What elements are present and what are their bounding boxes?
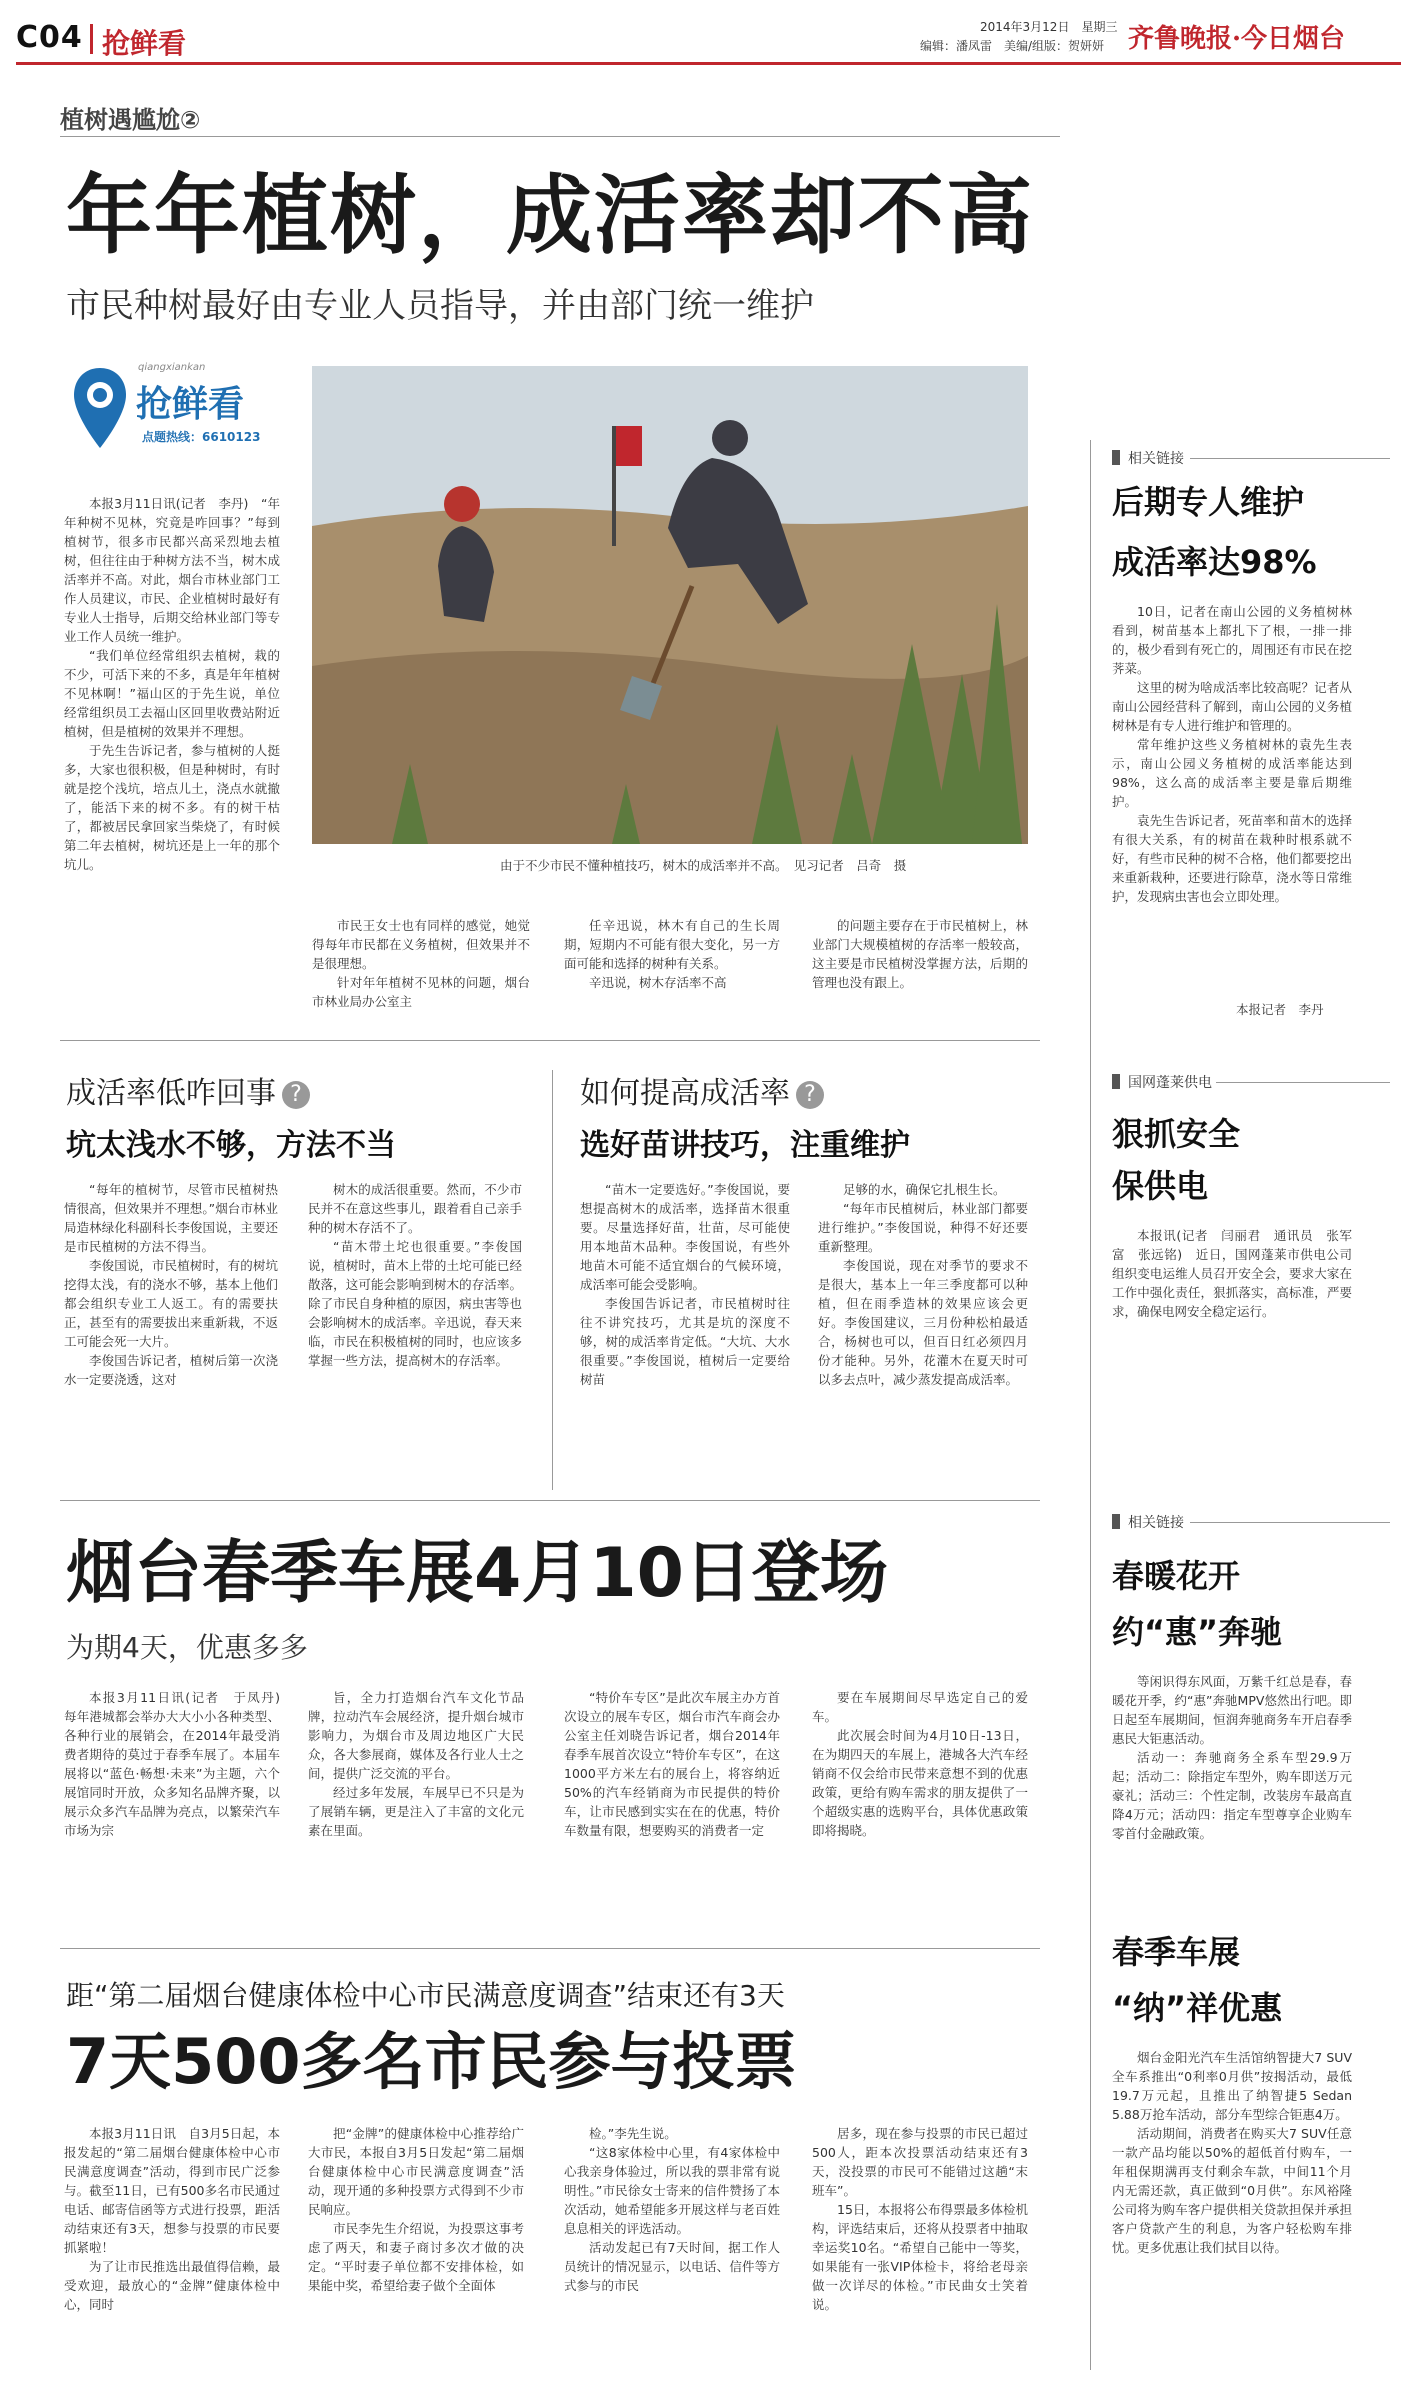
page-header	[0, 0, 1417, 70]
auto-subheadline: 为期4天，优惠多多	[66, 1631, 308, 1664]
series-label: 植树遇尴尬②	[60, 106, 201, 134]
series-rule	[60, 136, 1060, 137]
auto-bottom-rule	[60, 1948, 1040, 1949]
lead-col3-para-1: 任辛迅说，林木有自己的生长周期，短期内不可能有很大变化，另一方面可能和选择的树种有关系。	[564, 918, 780, 971]
survey-col4-para-2: 15日，本报将公布得票最多体检机构，评选结束后，还将从投票者中抽取幸运奖10名。“希望自己能中一等奖，如果能有一张VIP体检卡，将给老母亲做一次详尽的体检。”市民曲女士笑着说。	[812, 2202, 1028, 2312]
header-rule	[16, 62, 1401, 65]
auto-column-4	[812, 1688, 1028, 1840]
side1-para-4: 袁先生告诉记者，死苗率和苗木的选择有很大关系，有的树苗在栽种时根系就不好，有些市民种的树不合格，他们都要挖出来重新栽种，还要进行除草，浇水等日常维护，发现病虫害也会立即处理。	[1112, 813, 1352, 904]
side1-tag: 相关链接	[1112, 448, 1184, 468]
editors-credit: 编辑：潘凤雷 美编/组版：贺妍妍	[920, 39, 1105, 53]
side1-para-1: 10日，记者在南山公园的义务植树林看到，树苗基本上都扎下了根，一排一排的，极少看到有死亡的，周围还有市民在挖荠菜。	[1112, 604, 1352, 676]
tree-planting-photo	[312, 366, 1028, 844]
side2-title-line-1: 狠抓安全	[1112, 1115, 1241, 1153]
lead-column-3	[564, 916, 780, 992]
section-a-col2-para-2: “苗木带土坨也很重要。”李俊国说，植树时，苗木上带的土坨可能已经散落，这可能会影响到树木的存活率。除了市民自身种植的原因，病虫害等也会影响树木的成活率。辛迅说，春天来临，市民在积极植树的同时，也应该多掌握一些方法，提高树木的存活率。	[308, 1239, 522, 1368]
side3-title-line-1: 春暖花开	[1112, 1557, 1241, 1595]
side3-body-2	[1112, 2048, 1352, 2257]
section-b-subtitle: 选好苗讲技巧，注重维护	[580, 1128, 910, 1163]
section-b-title	[580, 1068, 824, 1112]
page-code: C04	[16, 20, 83, 55]
side1-byline: 本报记者 李丹	[1236, 1002, 1324, 1017]
section-a-subtitle: 坑太浅水不够，方法不当	[66, 1128, 396, 1163]
badge-hotline: 点题热线：6610123	[142, 430, 261, 444]
lead-column-4	[812, 916, 1028, 992]
survey-column-3	[564, 2124, 780, 2295]
side3-subtitle-line-1: 春季车展	[1112, 1933, 1241, 1971]
location-pin-icon	[70, 364, 130, 454]
auto-col4-para-2: 此次展会时间为4月10日-13日，在为期四天的车展上，港城各大汽车经销商不仅会给市民带来意想不到的优惠政策，更给有购车需求的朋友提供了一个超级实惠的选购平台，具体优惠政策即将揭晓。	[812, 1728, 1028, 1838]
lead-photo	[312, 366, 1028, 844]
header-divider-bar	[90, 24, 93, 54]
lead-col1-para-2: “我们单位经常组织去植树，栽的不少，可活下来的不多，真是年年植树不见林啊！”福山区的于先生说，单位经常组织员工去福山区回里收费站附近植树，但是植树的效果并不理想。	[64, 648, 280, 739]
side2-tag: 国网蓬莱供电	[1112, 1072, 1212, 1092]
survey-column-1	[64, 2124, 280, 2314]
survey-col1-para-2: 为了让市民推选出最值得信赖，最受欢迎，最放心的“金牌”健康体检中心，同时	[64, 2259, 280, 2312]
survey-col3-para-1: 检。”李先生说。	[589, 2126, 677, 2141]
badge-pinyin: qiangxiankan	[138, 362, 206, 373]
section-name: 抢鲜看	[102, 27, 187, 60]
side1-para-2: 这里的树为啥成活率比较高呢？记者从南山公园经营科了解到，南山公园的义务植树林是有专人进行维护和管理的。	[1112, 680, 1352, 733]
section-b-col2-para-3: 李俊国说，现在对季节的要求不是很大，基本上一年三季度都可以种植，但在雨季造林的效果应该会更好。李俊国建议，三月份种松柏最适合，杨树也可以，但百日红必须四月份才能种。另外，花灌木在夏天时可以多去点叶，减少蒸发提高成活率。	[818, 1258, 1028, 1387]
section-a-title	[66, 1068, 310, 1112]
section-b-bottom-rule	[60, 1500, 1040, 1501]
survey-column-4	[812, 2124, 1028, 2314]
auto-column-3	[564, 1688, 780, 1840]
side3-body	[1112, 1672, 1352, 1843]
survey-pretitle: 距“第二届烟台健康体检中心市民满意度调查”结束还有3天	[66, 1979, 785, 2012]
side2-body	[1112, 1226, 1352, 1321]
lead-bottom-rule	[60, 1040, 1040, 1041]
auto-col2-para-1: 旨，全力打造烟台汽车文化节品牌，拉动汽车会展经济，提升烟台城市影响力，为烟台市及周边地区广大民众，各大参展商，媒体及各行业人士之间，提供广泛交流的平台。	[308, 1690, 524, 1781]
side3-tag-rule	[1190, 1522, 1390, 1523]
side3-subtitle-line-2: “纳”祥优惠	[1112, 1989, 1283, 2027]
side1-tag-rule	[1190, 458, 1390, 459]
side3-para-3: 烟台金阳光汽车生活馆纳智捷大7 SUV全车系推出“0利率0月供”按揭活动，最低19.7万元起，且推出了纳智捷5 Sedan 5.88万抢车活动，部分车型综合钜惠4万。	[1112, 2050, 1352, 2122]
question-mark-icon: ?	[796, 1081, 824, 1109]
section-a-column-1	[64, 1180, 278, 1389]
side3-para-4: 活动期间，消费者在购买大7 SUV任意一款产品均能以50%的超低首付购车，一年租保期满再支付剩余车款，中间11个月内无需还款，真正做到“0月供”。东风裕隆公司将为购车客户提供相关贷款担保并承担客户贷款产生的利息，为客户轻松购车排忧。更多优惠让我们拭目以待。	[1112, 2126, 1352, 2255]
side3-title-line-2: 约“惠”奔驰	[1112, 1613, 1283, 1651]
auto-col3-para-1: “特价车专区”是此次车展主办方首次设立的展车专区，烟台市汽车商会办公室主任刘晓告诉记者，烟台2014年春季车展首次设立“特价车专区”，在这1000平方米左右的展台上，将容纳近50%的汽车经销商为市民提供的特价车，让市民感到实实在在的优惠，特价车数量有限，想要购买的消费者一定	[564, 1690, 780, 1838]
lead-col2-para-2: 针对年年植树不见林的问题，烟台市林业局办公室主	[312, 975, 530, 1009]
lead-col4-para-1: 的问题主要存在于市民植树上，林业部门大规模植树的存活率一般较高，这主要是市民植树没掌握方法，后期的管理也没有跟上。	[812, 918, 1028, 990]
lead-headline: 年年植树，成活率却不高	[66, 166, 1034, 266]
lead-col1-para-3: 于先生告诉记者，参与植树的人挺多，大家也很积极，但是种树时，有时就是挖个浅坑，培点儿土，浇点水就撤了，能活下来的树不多。有的树干枯了，都被居民拿回家当柴烧了，有时候第二年去植树，树坑还是上一年的那个坑儿。	[64, 743, 280, 872]
side1-para-3: 常年维护这些义务植树林的袁先生表示，南山公园义务植树的成活率能达到98%，这么高的成活率主要是靠后期维护。	[1112, 737, 1352, 809]
section-a-column-2	[308, 1180, 522, 1370]
masthead: 齐鲁晚报·今日烟台	[1128, 24, 1346, 54]
section-a-col2-para-1: 树木的成活很重要。然而，不少市民并不在意这些事儿，跟着看自己亲手种的树木存活不了。	[308, 1182, 522, 1235]
question-mark-icon: ?	[282, 1081, 310, 1109]
auto-col1-para-1: 本报3月11日讯(记者 于凤丹) 每年港城都会举办大大小小各种类型、各种行业的展销会，在2014年最受消费者期待的莫过于春季车展了。本届车展将以“蓝色·畅想·未来”为主题，六个展馆同时开放，众多知名品牌齐聚，以展示众多汽车品牌为亮点，以繁荣汽车市场为宗	[64, 1690, 293, 1838]
survey-col3-para-2: “这8家体检中心里，有4家体检中心我亲身体验过，所以我的票非常有说明性。”市民徐女士寄来的信件赞扬了本次活动，她希望能多开展这样与老百姓息息相关的评选活动。	[564, 2145, 780, 2236]
photo-caption: 由于不少市民不懂种植技巧，树木的成活率并不高。 见习记者 吕奇 摄	[500, 858, 907, 873]
section-a-col1-para-1: “每年的植树节，尽管市民植树热情很高，但效果并不理想。”烟台市林业局造林绿化科副科长李俊国说，主要还是市民植树的方法不得当。	[64, 1182, 278, 1254]
auto-headline: 烟台春季车展4月10日登场	[66, 1534, 888, 1613]
lead-column-2	[312, 916, 530, 1011]
section-divider-vertical	[552, 1070, 553, 1490]
survey-col2-para-2: 市民李先生介绍说，为投票这事考虑了两天，和妻子商讨多次才做的决定。“平时妻子单位都不安排体检，如果能中奖，希望给妻子做个全面体	[308, 2221, 524, 2293]
side1-title-line-1: 后期专人维护	[1112, 483, 1305, 521]
section-a-col1-para-2: 李俊国说，市民植树时，有的树坑挖得太浅，有的浇水不够，基本上他们都会组织专业工人返工。有的需要扶正，甚至有的需要拔出来重新栽，不返工可能会死一大片。	[64, 1258, 278, 1349]
side1-title-line-2: 成活率达98%	[1112, 543, 1317, 581]
badge-name: 抢鲜看	[136, 384, 245, 425]
side3-tag: 相关链接	[1112, 1512, 1184, 1532]
lead-column-1	[64, 494, 280, 874]
section-a-col1-para-3: 李俊国告诉记者，植树后第一次浇水一定要浇透，这对	[64, 1353, 278, 1387]
section-b-column-1	[580, 1180, 790, 1389]
side3-para-2: 活动一：奔驰商务全系车型29.9万起；活动二：除指定车型外，购车即送万元豪礼；活动三：个性定制，改装房车最高直降4万元；活动四：指定车型尊享企业购车零首付金融政策。	[1112, 1750, 1352, 1841]
section-b-col2-para-1: 足够的水，确保它扎根生长。	[843, 1182, 1006, 1197]
side2-tag-rule	[1216, 1082, 1390, 1083]
survey-col4-para-1: 居多，现在参与投票的市民已超过500人，距本次投票活动结束还有3天，没投票的市民可不能错过这趟“末班车”。	[812, 2126, 1028, 2198]
survey-column-2	[308, 2124, 524, 2295]
auto-col2-para-2: 经过多年发展，车展早已不只是为了展销车辆，更是注入了丰富的文化元素在里面。	[308, 1785, 524, 1838]
survey-headline: 7天500多名市民参与投票	[66, 2025, 797, 2098]
side1-body	[1112, 602, 1352, 906]
section-b-col2-para-2: “每年市民植树后，林业部门都要进行维护。”李俊国说，种得不好还要重新整理。	[818, 1201, 1028, 1254]
lead-subheadline: 市民种树最好由专业人员指导，并由部门统一维护	[66, 286, 814, 326]
sidebar-vertical-rule	[1090, 440, 1091, 2370]
lead-col1-para-1: 本报3月11日讯(记者 李丹) “年年种树不见林，究竟是咋回事？”每到植树节，很多市民都兴高采烈地去植树，但往往由于种树方法不当，树木成活率并不高。对此，烟台市林业部门工作人员建议，市民、企业植树时最好有专业人士指导，后期交给林业部门等专业工作人员统一维护。	[64, 496, 280, 644]
section-b-col1-para-2: 李俊国告诉记者，市民植树时往往不讲究技巧，尤其是坑的深度不够，树的成活率肯定低。“大坑、大水很重要。”李俊国说，植树后一定要给树苗	[580, 1296, 790, 1387]
survey-col2-para-1: 把“金牌”的健康体检中心推荐给广大市民，本报自3月5日发起“第二届烟台健康体检中心市民满意度调查”活动，现开通的多种投票方式得到不少市民响应。	[308, 2126, 524, 2217]
issue-date: 2014年3月12日 星期三	[980, 20, 1118, 34]
qiangxiankan-badge	[70, 358, 290, 458]
side2-para-1: 本报讯(记者 闫丽君 通讯员 张军富 张远铭) 近日，国网蓬莱市供电公司组织变电运维人员召开安全会，要求大家在工作中强化责任，狠抓落实，高标准，严要求，确保电网安全稳定运行。	[1112, 1228, 1352, 1319]
section-a-title-text: 成活率低咋回事	[66, 1076, 276, 1111]
lead-col2-para-1: 市民王女士也有同样的感觉，她觉得每年市民都在义务植树，但效果并不是很理想。	[312, 918, 530, 971]
section-b-column-2	[818, 1180, 1028, 1389]
auto-column-1	[64, 1688, 293, 1840]
survey-col3-para-3: 活动发起已有7天时间，据工作人员统计的情况显示，以电话、信件等方式参与的市民	[564, 2240, 780, 2293]
lead-col3-para-2: 辛迅说，树木存活率不高	[589, 975, 727, 990]
section-b-col1-para-1: “苗木一定要选好。”李俊国说，要想提高树木的成活率，选择苗木很重要。尽量选择好苗，壮苗，尽可能使用本地苗木品种。李俊国说，有些外地苗木可能不适宜烟台的气候环境，成活率可能会受影响。	[580, 1182, 790, 1292]
side3-para-1: 等闲识得东风面，万紫千红总是春，春暖花开季，约“惠”奔驰MPV悠然出行吧。即日起至车展期间，恒润奔驰商务车开启春季惠民大钜惠活动。	[1112, 1674, 1352, 1746]
side2-title-line-2: 保供电	[1112, 1167, 1209, 1205]
survey-col1-para-1: 本报3月11日讯 自3月5日起，本报发起的“第二届烟台健康体检中心市民满意度调查”活动，得到市民广泛参与。截至11日，已有500多名市民通过电话、邮寄信函等方式进行投票，距活动结束还有3天，想参与投票的市民要抓紧啦！	[64, 2126, 280, 2255]
auto-col4-para-1: 要在车展期间尽早选定自己的爱车。	[812, 1690, 1028, 1724]
section-b-title-text: 如何提高成活率	[580, 1076, 790, 1111]
auto-column-2	[308, 1688, 524, 1840]
